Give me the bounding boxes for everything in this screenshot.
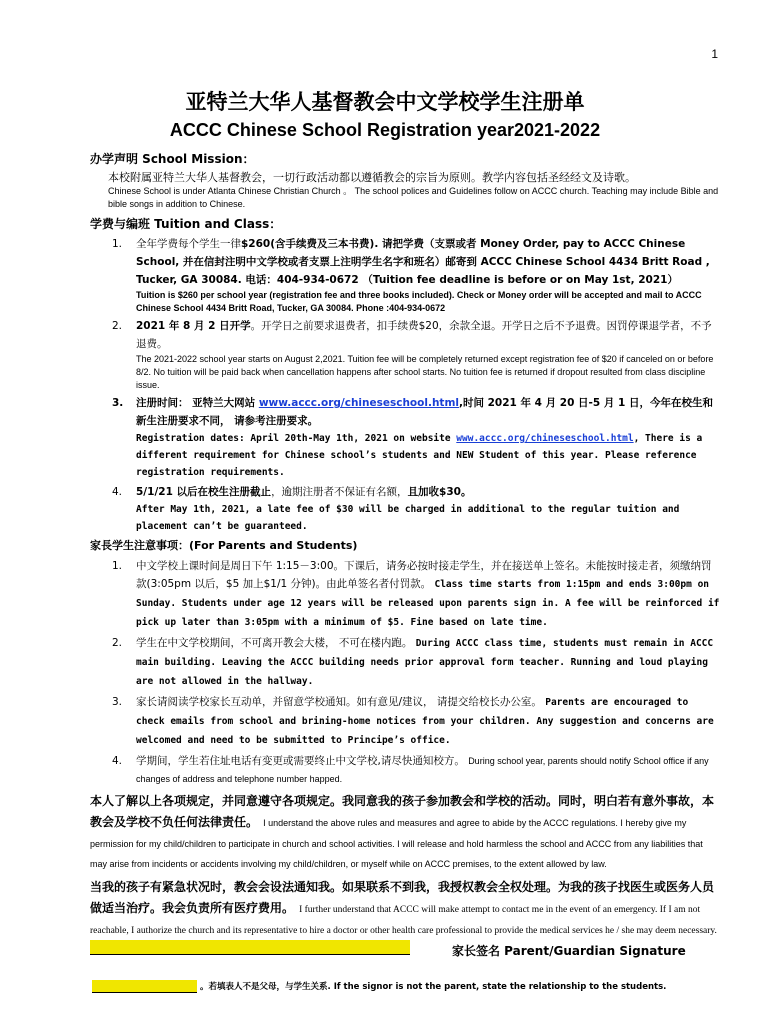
title-chinese: 亚特兰大华人基督教会中文学校学生注册单	[185, 90, 585, 114]
school-website-link[interactable]: www.accc.org/chineseschool.html	[258, 397, 459, 409]
page-number: 1	[711, 47, 718, 61]
parents-item-3	[90, 693, 720, 750]
tuition-1-en: Tuition is $260 per school year (registration fee and three books included). Check or Money order will be accepted and mail to ACCC Chinese School 4434 Britt Road, Tucker, GA 30084. Phone :404-934-0672	[136, 290, 702, 313]
parent-signature-field[interactable]	[90, 940, 410, 955]
tuition-3-cn-a: 注册时间： 亚特兰大网站	[136, 397, 259, 409]
declaration-1-cn: 本人了解以上各项规定，并同意遵守各项规定。我同意我的孩子参加教会和学校的活动。同时，明白若有意外事故，本教会及学校不负任何法律责任。	[90, 794, 715, 829]
parents-item-1	[90, 557, 720, 632]
mission-text	[108, 170, 720, 211]
tuition-2-cn-a: 2021 年 8 月 2 日开学	[136, 320, 251, 332]
parents-2-en: During ACCC class time, students must remain in ACCC main building. Leaving the ACCC building needs prior approval form teacher. Running and loud playing are not allowed in the hallway.	[136, 638, 714, 687]
parents-item-4	[90, 752, 720, 788]
declaration-1-en: I understand the above rules and measures and agree to abide by the ACCC regulations. I hereby give my permission for my child/children to participate in church and school activities. I will release and hold harmless the school and ACCC from any liabilities that may arise from incidents or accidents involving my child/children, or myself while on ACCC premises, to the extent allowed by law.	[90, 818, 703, 869]
relationship-field[interactable]	[92, 980, 197, 993]
tuition-4-cn-a: 5/1/21 以后在校生注册截止	[136, 486, 272, 498]
tuition-item-3	[90, 394, 720, 481]
item-number: 1.	[112, 238, 123, 250]
parents-heading: 家長学生注意事项：(For Parents and Students)	[90, 539, 358, 552]
item-number: 1.	[112, 560, 123, 572]
tuition-heading: 学费与编班 Tuition and Class：	[90, 217, 282, 231]
tuition-1-cn-b: $260(含手续费及三本书费). 请把学费（支票或者 Money Order, pay to ACCC Chinese School, 并在信封注明中文学校或者支票上注明学生名字和班名）邮寄到 ACCC Chinese School 4434 Britt Road , Tucker, GA 30084. 电话：404-934-0672 （Tuition fee deadline is before or on May 1st, 2021）	[136, 238, 710, 286]
mission-en: Chinese School is under Atlanta Chinese Christian Church 。 The school polices and Guidelines follow on ACCC church. Teaching may include Bible and bible songs in addition to Chinese.	[108, 186, 719, 209]
parents-2-cn: 学生在中文学校期间，不可离开教会大楼， 不可在楼内跑。	[136, 637, 413, 649]
tuition-4-en: After May 1th, 2021, a late fee of $30 will be charged in additional to the regular tuition and placement can’t be guaranteed.	[136, 504, 680, 532]
tuition-4-cn-b: ，逾期注册者不保证有名额，	[271, 486, 408, 498]
mission-cn: 本校附属亚特兰大华人基督教会，一切行政活动都以遵循教会的宗旨为原则。教学内容包括圣经经文及诗歌。	[108, 171, 636, 184]
parents-1-en: Class time starts from 1:15pm and ends 3:00pm on Sunday. Students under age 12 years will be released upon parents sign in. A fee will be reinforced if pick up later than 3:05pm with a minimum of $5. Fine based on late time.	[136, 579, 720, 628]
item-number: 4.	[112, 755, 123, 767]
declaration-2-cn: 当我的孩子有紧急状况时，教会会设法通知我。如果联系不到我，我授权教会全权处理。为我的孩子找医生或医务人员做适当治疗。我会负责所有医疗费用。	[90, 880, 715, 915]
mission-heading: 办学声明 School Mission：	[90, 152, 255, 166]
parents-3-en: Parents are encouraged to check emails from school and brining-home notices from your children. Any suggestion and concerns are welcomed and need to be submitted to Principe’s office.	[136, 697, 714, 746]
item-number: 2.	[112, 637, 123, 649]
parents-item-2	[90, 634, 720, 691]
school-website-link-en[interactable]: www.accc.org/chineseschool.html	[456, 433, 634, 444]
tuition-4-cn-c: 且加收$30。	[407, 486, 472, 498]
tuition-1-cn-a: 全年学费每个学生一律	[136, 238, 241, 250]
item-number: 3.	[112, 397, 124, 409]
tuition-list	[90, 235, 720, 535]
tuition-3-en-a: Registration dates: April 20th-May 1th, 2021 on website	[136, 433, 457, 444]
title-english: ACCC Chinese School Registration year2021-2022	[169, 120, 601, 140]
tuition-3-cn-b: ,时间 2021 年 4 月 20 日-5 月 1 日，今年在校生和新生注册要求不同， 请参考注册要求。	[136, 397, 713, 427]
tuition-item-2	[90, 317, 720, 392]
tuition-2-en: The 2021-2022 school year starts on August 2,2021. Tuition fee will be completely returned except registration fee of $20 if canceled on or before 8/2. No tuition will be paid back when cancellation happens after school starts. No tuition fee is returned if dropout resulted from class discipline issue.	[136, 354, 714, 390]
declaration-1	[90, 790, 720, 872]
tuition-item-4	[90, 483, 720, 535]
form-content	[90, 150, 720, 958]
declaration-2-en: I further understand that ACCC will make attempt to contact me in the event of an emergency. If I am not reachable, I authorize the church and its representative to hire a doctor or other health care professional to provide the medical services he / she may deem necessary.	[90, 905, 717, 936]
tuition-item-1	[90, 235, 720, 315]
relationship-note: 。若填表人不是父母，与学生关系. If the signor is not the parent, state the relationship to the students.	[200, 982, 667, 992]
parents-4-cn: 学期间，学生若住址电话有变更或需要终止中文学校,请尽快通知校方。	[136, 755, 465, 767]
item-number: 2.	[112, 320, 123, 332]
parents-3-cn: 家长请阅读学校家长互动单，并留意学校通知。如有意见/建议， 请提交给校长办公室。	[136, 696, 542, 708]
signature-label: 家长签名 Parent/Guardian Signature	[452, 944, 686, 958]
tuition-2-cn-b: 。开学日之前要求退费者，扣手续费$20，余款全退。开学日之后不予退费。因罚停课退学者，不予退费。	[136, 320, 712, 350]
item-number: 3.	[112, 696, 123, 708]
tuition-3-en	[136, 430, 720, 481]
item-number: 4.	[112, 486, 123, 498]
parents-list	[90, 557, 720, 788]
parents-1-cn: 中文学校上课时间是周日下午 1:15－3:00。下课后，请务必按时接走学生，并在接送单上签名。未能按时接走者，须缴纳罚款(3:05pm 以后，$5 加上$1/1 分钟)。由此单签名者付罚款。	[136, 560, 712, 590]
tuition-3-en-b: , There is a different requirement for Chinese school’s students and NEW Student of this year. Please reference registration requirements.	[136, 433, 703, 478]
parents-4-en: During school year, parents should notify School office if any changes of address and telephone number happed.	[136, 756, 709, 784]
